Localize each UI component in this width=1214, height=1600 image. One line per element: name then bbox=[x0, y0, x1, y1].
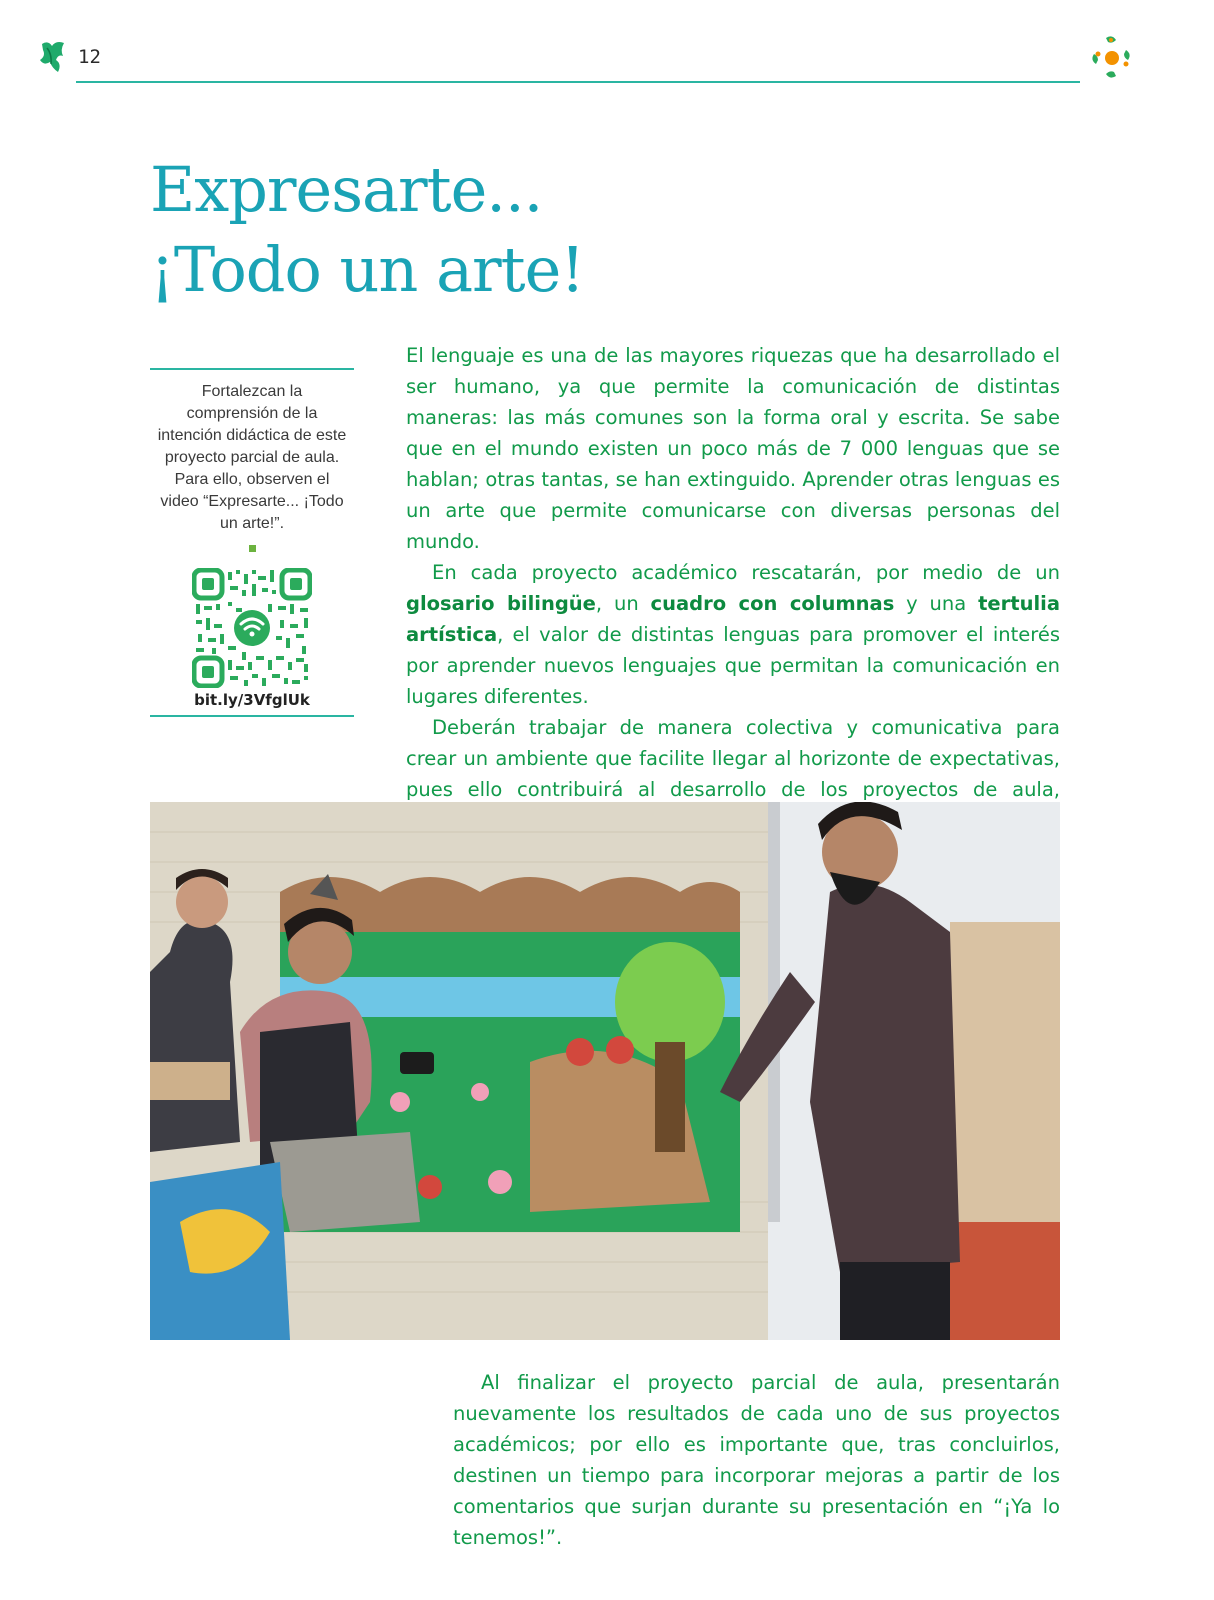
paragraph-2-text-c: , un bbox=[595, 592, 651, 615]
paragraph-2-text-a: En cada proyecto académico rescatarán, por medio de un bbox=[432, 561, 1060, 584]
closing-paragraph: Al finalizar el proyecto parcial de aula, presentarán nuevamente los resultados de cada uno de sus proyectos académicos; por ello es importante que, tras concluirlos, destinen un tiempo para incorporar mejoras a partir de los comentarios que surjan durante su presentación en “¡Ya lo tenemos!”. bbox=[453, 1371, 1060, 1549]
sidebar-bullet bbox=[249, 545, 256, 552]
paragraph-2-text-e: , el valor de distintas lenguas para promover el interés por aprender nuevos lenguajes que permitan la comunicación en lugares diferentes. bbox=[406, 623, 1060, 708]
paragraph-2 bbox=[406, 557, 1060, 712]
qr-code[interactable] bbox=[192, 568, 312, 688]
green-leaf-logo-icon bbox=[38, 38, 68, 74]
header-rule bbox=[76, 81, 1080, 83]
term-table: cuadro con columnas bbox=[650, 592, 895, 615]
video-sidebar bbox=[150, 368, 354, 717]
paragraph-3: Deberán trabajar de manera colectiva y comunicativa para crear un ambiente que facilite llegar al horizonte de expectativas, pues ello contribuirá al desarrollo de los proyectos de aula, bbox=[406, 716, 1060, 801]
orange-green-flower-icon bbox=[1086, 32, 1138, 84]
paragraph-2-text-d: y una bbox=[894, 592, 979, 615]
students-performance-photo bbox=[150, 802, 1060, 1340]
sidebar-bottom-rule bbox=[150, 715, 354, 717]
term-glossary: glosario bilingüe bbox=[406, 592, 596, 615]
intro-text bbox=[406, 340, 1060, 836]
page-title bbox=[150, 150, 584, 310]
paragraph-1: El lenguaje es una de las mayores riquezas que ha desarrollado el ser humano, ya que permite la comunicación de distintas maneras: las más comunes son la forma oral y escrita. Se sabe que en el mundo existen un poco más de 7 000 lenguas que se hablan; otras tantas, se han extinguido. Aprender otras lenguas es un arte que permite comunicarse con diversas personas del mundo. bbox=[406, 344, 1060, 553]
page-number: 12 bbox=[78, 46, 101, 68]
title-line-1: Expresarte... bbox=[150, 153, 543, 226]
sidebar-top-rule bbox=[150, 368, 354, 370]
title-line-2: ¡Todo un arte! bbox=[150, 233, 585, 306]
term-gathering: tertulia artística bbox=[406, 592, 1060, 646]
qr-url[interactable]: bit.ly/3VfglUk bbox=[194, 691, 310, 709]
sidebar-instruction: Fortalezcan la comprensión de la intención didáctica de este proyecto parcial de aula. Para ello, observen el video “Expresarte... ¡Todo un arte!”. bbox=[157, 383, 347, 532]
